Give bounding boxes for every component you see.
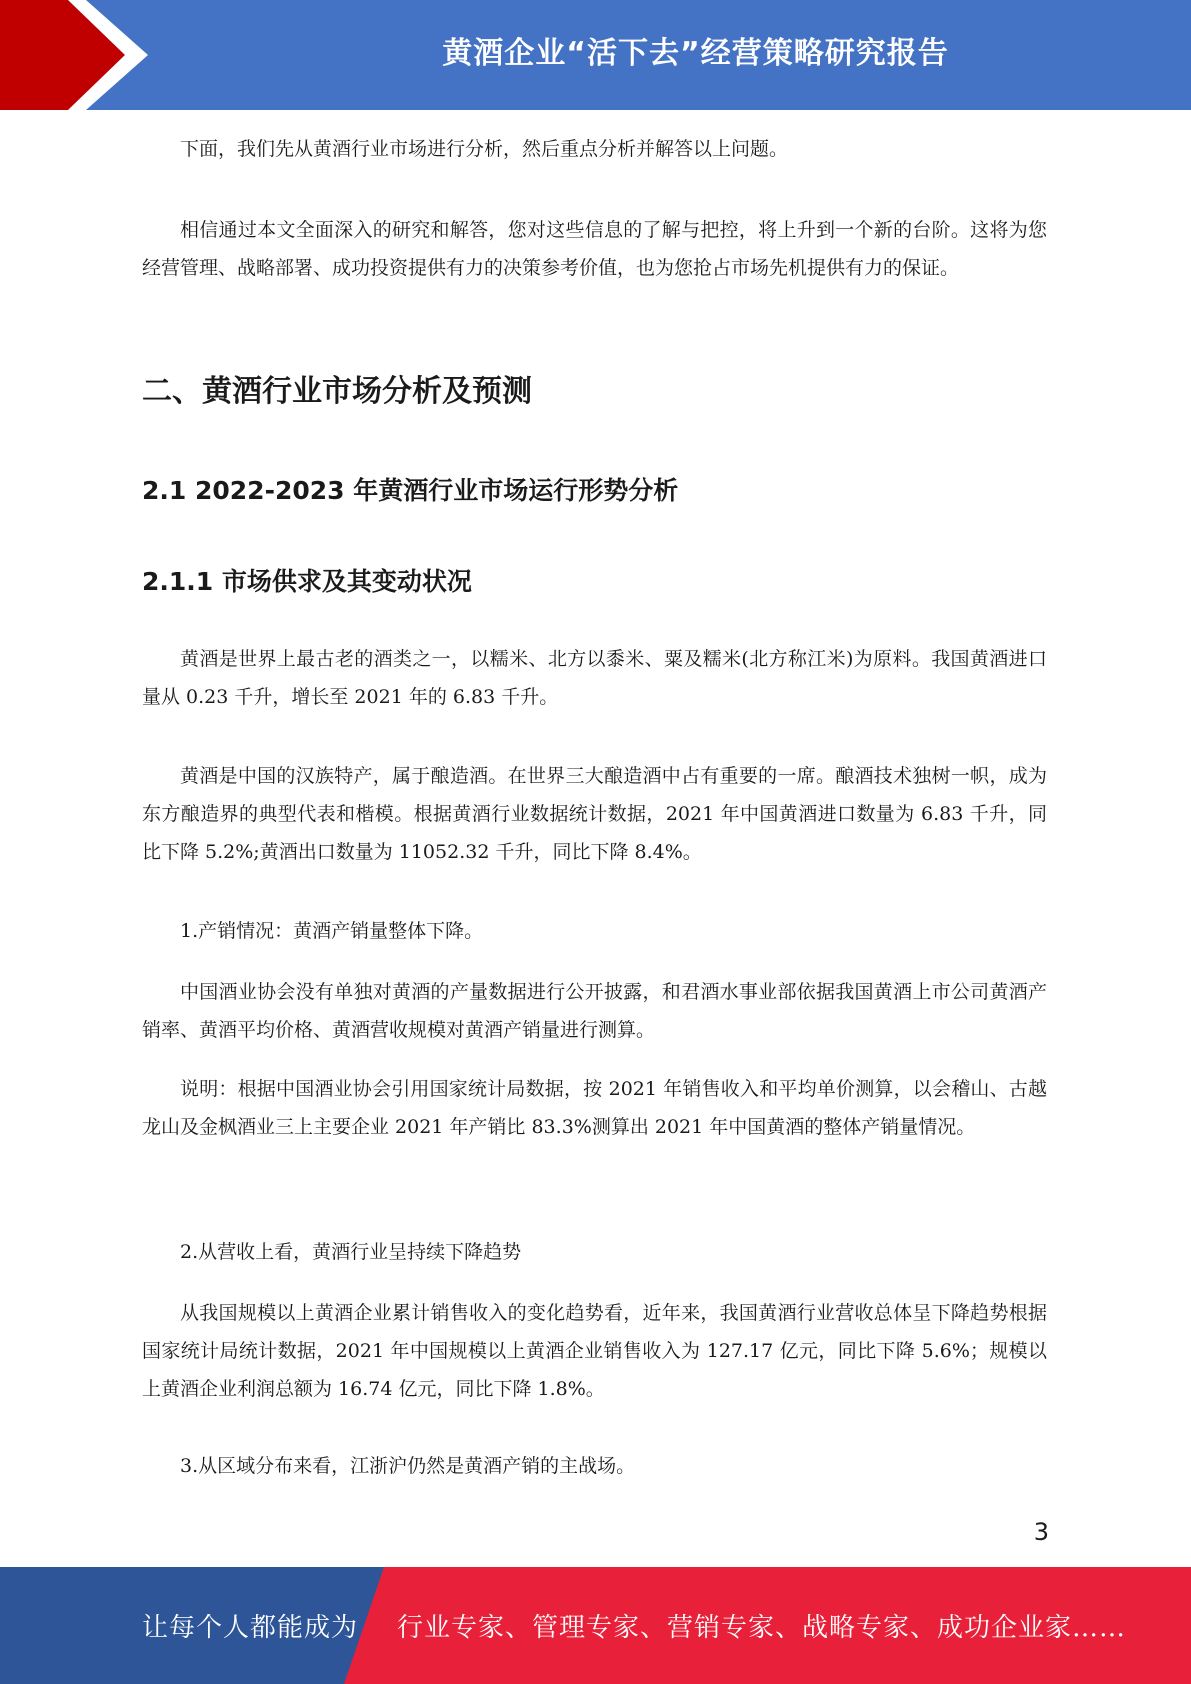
page-header xyxy=(0,0,1191,110)
paragraph-4: 说明：根据中国酒业协会引用国家统计局数据，按 2021 年销售收入和平均单价测算，以会稽山、古越龙山及金枫酒业三上主要企业 2021 年产销比 83.3%测算出 2021 年中国黄酒的整体产销量情况。 xyxy=(142,1078,1047,1138)
intro-paragraph-2: 相信通过本文全面深入的研究和解答，您对这些信息的了解与把控，将上升到一个新的台阶。这将为您经营管理、战略部署、成功投资提供有力的决策参考价值，也为您抢占市场先机提供有力的保证。 xyxy=(142,219,1047,279)
report-title: 黄酒企业“活下去”经营策略研究报告 xyxy=(442,36,949,71)
subsubsection-heading: 2.1.1 市场供求及其变动状况 xyxy=(142,567,472,596)
section-heading: 二、黄酒行业市场分析及预测 xyxy=(142,374,532,409)
point-1: 1.产销情况：黄酒产销量整体下降。 xyxy=(180,920,484,942)
footer-slogan-right: 行业专家、管理专家、营销专家、战略专家、成功企业家…… xyxy=(397,1613,1127,1643)
paragraph-3: 中国酒业协会没有单独对黄酒的产量数据进行公开披露，和君酒水事业部依据我国黄酒上市公司黄酒产销率、黄酒平均价格、黄酒营收规模对黄酒产销量进行测算。 xyxy=(142,981,1047,1041)
paragraph-1: 黄酒是世界上最古老的酒类之一，以糯米、北方以黍米、粟及糯米(北方称江米)为原料。我国黄酒进口量从 0.23 千升，增长至 2021 年的 6.83 千升。 xyxy=(142,648,1047,708)
page-number: 3 xyxy=(1033,1518,1049,1546)
paragraph-5: 从我国规模以上黄酒企业累计销售收入的变化趋势看，近年来，我国黄酒行业营收总体呈下降趋势根据国家统计局统计数据，2021 年中国规模以上黄酒企业销售收入为 127.17 亿元，同比下降 5.6%；规模以上黄酒企业利润总额为 16.74 亿元，同比下降 1.8%。 xyxy=(142,1302,1047,1400)
header-chevron-decoration xyxy=(0,0,160,110)
point-3: 3.从区域分布来看，江浙沪仍然是黄酒产销的主战场。 xyxy=(180,1455,636,1477)
paragraph-2: 黄酒是中国的汉族特产，属于酿造酒。在世界三大酿造酒中占有重要的一席。酿酒技术独树一帜，成为东方酿造界的典型代表和楷模。根据黄酒行业数据统计数据，2021 年中国黄酒进口数量为 6.83 千升，同比下降 5.2%;黄酒出口数量为 11052.32 千升，同比下降 8.4%。 xyxy=(142,765,1047,863)
intro-paragraph-1: 下面，我们先从黄酒行业市场进行分析，然后重点分析并解答以上问题。 xyxy=(180,138,789,160)
subsection-heading: 2.1 2022-2023 年黄酒行业市场运行形势分析 xyxy=(142,476,679,505)
page-footer xyxy=(0,1567,1191,1684)
point-2: 2.从营收上看，黄酒行业呈持续下降趋势 xyxy=(180,1241,522,1263)
footer-slogan-left: 让每个人都能成为 xyxy=(142,1613,359,1643)
